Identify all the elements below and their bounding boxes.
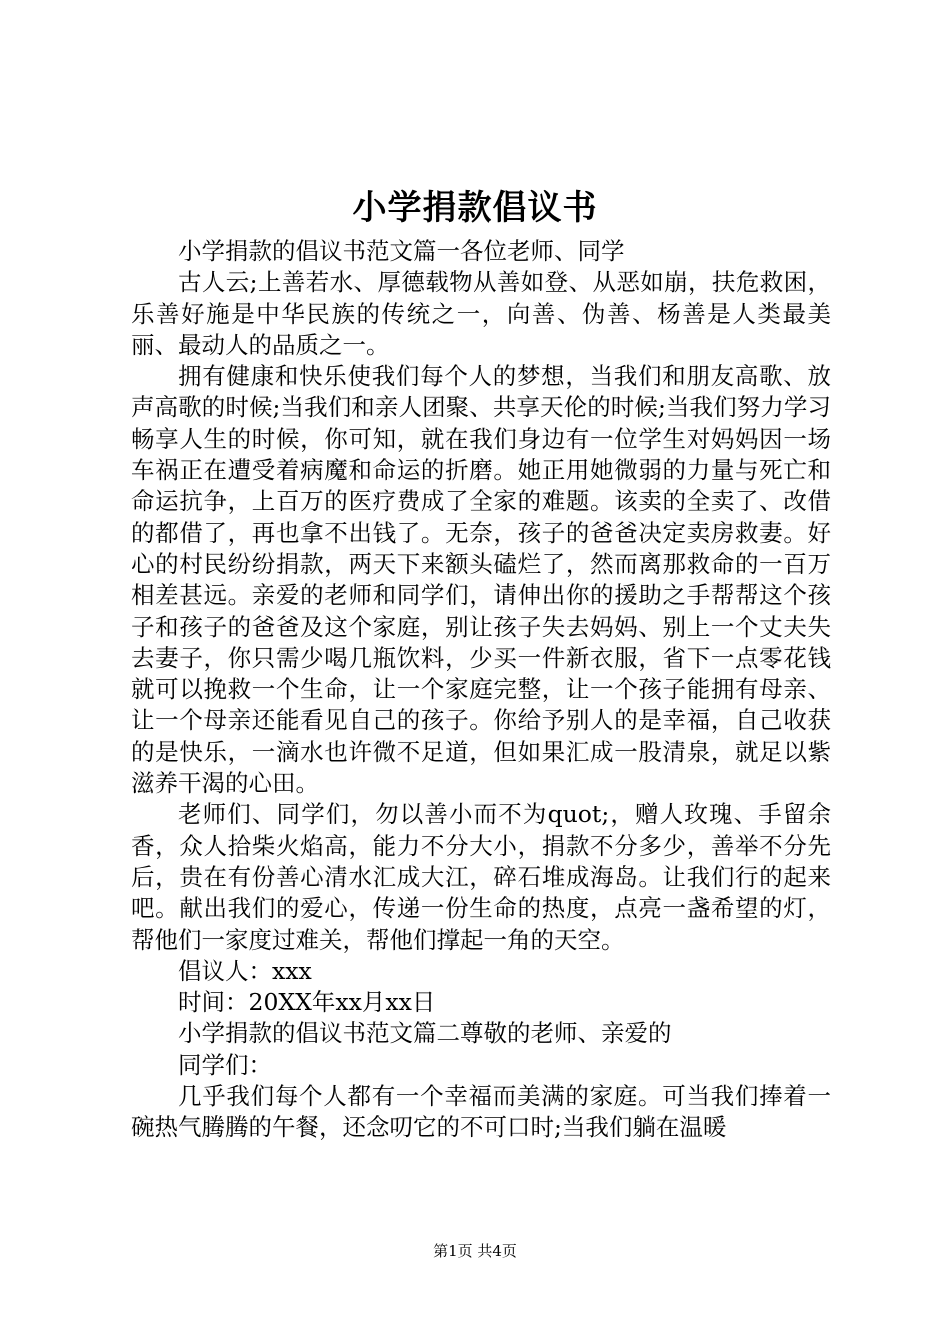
salutation: 同学们： xyxy=(178,1050,272,1079)
paragraph: 古人云;上善若水、厚德载物从善如登、从恶如崩，扶危救困，乐善好施是中华民族的传统之一，向善、伪善、杨善是人类最美丽、最动人的品质之一。 xyxy=(131,268,831,359)
paragraph: 几乎我们每个人都有一个幸福而美满的家庭。可当我们捧着一碗热气腾腾的午餐，还念叨它的不可口时;当我们躺在温暖 xyxy=(131,1082,831,1142)
date-line: 时间：20XX年xx月xx日 xyxy=(178,988,436,1017)
document-body xyxy=(131,236,831,1144)
document-title: 小学捐款倡议书 xyxy=(352,188,598,228)
paragraph: 拥有健康和快乐使我们每个人的梦想，当我们和朋友高歌、放声高歌的时候;当我们和亲人团聚、共享天伦的时候;当我们努力学习畅享人生的时候，你可知，就在我们身边有一位学生对妈妈因一场车祸正在遭受着病魔和命运的折磨。她正用她微弱的力量与死亡和命运抗争，上百万的医疗费成了全家的难题。该卖的全卖了、改借的都借了，再也拿不出钱了。无奈，孩子的爸爸决定卖房救妻。好心的村民纷纷捐款，两天下来额头磕烂了，然而离那救命的一百万相差甚远。亲爱的老师和同学们，请伸出你的援助之手帮帮这个孩子和孩子的爸爸及这个家庭，别让孩子失去妈妈、别上一个丈夫失去妻子，你只需少喝几瓶饮料，少买一件新衣服，省下一点零花钱就可以挽救一个生命，让一个家庭完整，让一个孩子能拥有母亲、让一个母亲还能看见自己的孩子。你给予别人的是幸福，自己收获的是快乐，一滴水也许微不足道，但如果汇成一股清泉，就足以紫滋养干渴的心田。 xyxy=(131,362,831,798)
paragraph: 小学捐款的倡议书范文篇二尊敬的老师、亲爱的 xyxy=(178,1019,672,1048)
paragraph: 小学捐款的倡议书范文篇一各位老师、同学 xyxy=(178,237,625,265)
signatory-line: 倡议人：xxx xyxy=(178,956,312,985)
page-footer: 第1页 共4页 xyxy=(433,1242,517,1260)
paragraph: 老师们、同学们，勿以善小而不为quot;，赠人玫瑰、手留余香，众人拾柴火焰高，能力不分大小，捐款不分多少，善举不分先后，贵在有份善心清水汇成大江，碎石堆成海岛。让我们行的起来吧。献出我们的爱心，传递一份生命的热度，点亮一盏希望的灯，帮他们一家度过难关，帮他们撑起一角的天空。 xyxy=(131,800,831,954)
